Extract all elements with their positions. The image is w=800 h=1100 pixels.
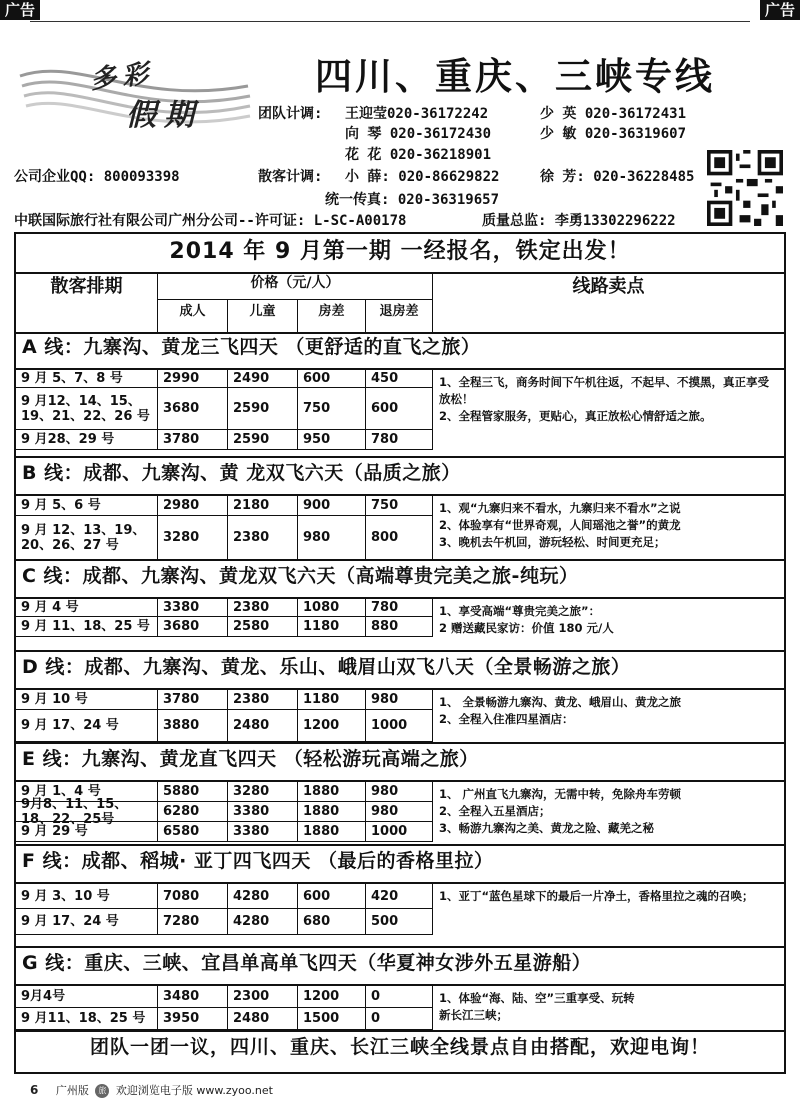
room-diff: 1880 — [298, 822, 366, 841]
date-cell: 9 月 10 号 — [16, 690, 158, 709]
route-c — [16, 559, 784, 637]
schedule-header: 散客排期 — [16, 272, 158, 332]
date-cell: 9 月 5、7、8 号 — [16, 370, 158, 387]
route-f — [16, 844, 784, 935]
page-title: 四川、重庆、三峡专线 — [315, 55, 715, 98]
selling-point: 1、体验“海、陆、空”三重享受、玩转 — [439, 991, 635, 1005]
top-divider — [30, 21, 750, 22]
logo-word-1: 多彩 — [88, 58, 156, 96]
adult-price: 3280 — [158, 516, 228, 559]
table-row — [16, 496, 432, 516]
selling-point: 1、全程三飞，商务时间下午机往返，不起早、不摸黑，真正享受放松！ — [439, 375, 769, 406]
date-cell: 9 月28、29 号 — [16, 430, 158, 449]
selling-point: 3、畅游九寨沟之美、黄龙之险、藏羌之秘 — [439, 821, 654, 835]
route-rows — [16, 599, 784, 637]
room-refund: 600 — [371, 401, 399, 416]
child-price: 3280 — [228, 782, 298, 801]
room-refund: 880 — [371, 619, 399, 634]
date-cell: 9 月 12、13、19、20、26、27 号 — [16, 516, 158, 559]
logo-word-2: 假期 — [126, 98, 202, 133]
room-refund: 980 — [371, 784, 399, 799]
team-contact-4: 少 敏 020-36319607 — [540, 126, 687, 142]
child-price: 4280 — [228, 909, 298, 934]
table-row — [16, 430, 432, 450]
page-footer — [30, 1082, 273, 1098]
qr-code-icon — [707, 150, 783, 226]
selling-point: 2、全程入五星酒店； — [439, 804, 551, 818]
room-diff: 1180 — [298, 690, 366, 709]
route-rows — [16, 986, 784, 1030]
date-cell: 9 月12、14、15、19、21、22、26 号 — [16, 388, 158, 429]
room-diff: 1200 — [298, 986, 366, 1007]
adult-price: 6280 — [158, 802, 228, 821]
route-e — [16, 742, 784, 842]
table-row — [16, 986, 432, 1008]
table-row — [16, 1008, 432, 1030]
table-row — [16, 599, 432, 617]
room-diff: 680 — [298, 909, 366, 934]
fax: 统一传真: 020-36319657 — [325, 192, 500, 208]
child-price: 2380 — [228, 516, 298, 559]
adult-price: 3380 — [158, 599, 228, 616]
adult-price: 7280 — [158, 909, 228, 934]
selling-point: 1、 全景畅游九寨沟、黄龙、峨眉山、黄龙之旅 — [439, 695, 682, 709]
selling-point: 1、亚丁“蓝色星球下的最后一片净土，香格里拉之魂的召唤； — [439, 889, 754, 903]
route-d — [16, 650, 784, 742]
selling-points — [432, 690, 784, 742]
date-cell: 9 月 1、4 号 — [16, 782, 158, 801]
selling-point: 2 赠送藏民家访：价值 180 元/人 — [439, 621, 614, 635]
child-header: 儿童 — [228, 300, 298, 332]
room-refund: 750 — [371, 498, 399, 513]
selling-points — [432, 782, 784, 842]
selling-point: 新长江三峡； — [439, 1008, 508, 1022]
logo — [18, 46, 254, 138]
room-diff: 600 — [298, 884, 366, 908]
license: 中联国际旅行社有限公司广州分公司--许可证: L-SC-A00178 — [14, 213, 407, 229]
ad-badge-right: 广告 — [760, 0, 800, 20]
adult-price: 3780 — [158, 430, 228, 449]
child-price: 2480 — [228, 710, 298, 741]
quality-director: 质量总监: 李勇13302296222 — [482, 213, 676, 229]
badge-icon: 旅 — [95, 1084, 109, 1098]
footer-line: 团队一团一议，四川、重庆、长江三峡全线景点自由搭配，欢迎电询！ — [16, 1030, 784, 1072]
date-cell: 9 月 11、18、25 号 — [16, 617, 158, 636]
team-contact-5: 花 花 020-36218901 — [345, 147, 492, 163]
adult-price: 3480 — [158, 986, 228, 1007]
selling-point: 2、全程管家服务，更贴心，真正放松心情舒适之旅。 — [439, 409, 712, 423]
date-cell: 9 月11、18、25 号 — [16, 1008, 158, 1029]
table-row — [16, 690, 432, 710]
route-rows — [16, 884, 784, 935]
route-rows — [16, 782, 784, 842]
route-title: F 线：成都、稻城· 亚丁四飞四天 （最后的香格里拉） — [16, 846, 784, 884]
room-refund-header: 退房差 — [379, 304, 419, 319]
room-refund: 780 — [371, 600, 399, 615]
adult-price: 5880 — [158, 782, 228, 801]
child-price: 3380 — [228, 802, 298, 821]
selling-point: 2、全程入住准四星酒店： — [439, 712, 574, 726]
child-price: 2180 — [228, 496, 298, 515]
table-row — [16, 884, 432, 909]
adult-price: 7080 — [158, 884, 228, 908]
adult-price: 2990 — [158, 370, 228, 387]
retail-label: 散客计调: — [258, 169, 323, 185]
room-refund: 980 — [371, 804, 399, 819]
table-row — [16, 710, 432, 742]
team-contact-2: 少 英 020-36172431 — [540, 106, 687, 122]
room-diff: 1880 — [298, 802, 366, 821]
room-refund: 420 — [371, 888, 399, 904]
price-table — [14, 232, 786, 1074]
child-price: 2300 — [228, 986, 298, 1007]
child-price: 4280 — [228, 884, 298, 908]
headline: 2014 年 9 月第一期 一经报名，铁定出发！ — [16, 234, 784, 274]
room-diff: 600 — [298, 370, 366, 387]
table-row — [16, 822, 432, 842]
route-title: D 线：成都、九寨沟、黄龙、乐山、峨眉山双飞八天（全景畅游之旅） — [16, 652, 784, 690]
route-title: B 线：成都、九寨沟、黄 龙双飞六天（品质之旅） — [16, 458, 784, 496]
selling-points — [432, 884, 784, 935]
child-price: 2380 — [228, 690, 298, 709]
child-price: 2590 — [228, 430, 298, 449]
selling-header: 线路卖点 — [432, 272, 784, 332]
team-contact-1: 王迎莹020-36172242 — [345, 106, 489, 122]
adult-price: 3780 — [158, 690, 228, 709]
route-title: G 线：重庆、三峡、宜昌单高单飞四天（华夏神女涉外五星游船） — [16, 948, 784, 986]
room-diff-header: 房差 — [298, 300, 366, 332]
edition: 广州版 — [55, 1084, 89, 1097]
date-cell: 9 月 29 号 — [16, 822, 158, 841]
table-row — [16, 909, 432, 935]
room-diff: 950 — [298, 430, 366, 449]
page-number: 6 — [30, 1083, 39, 1097]
selling-point: 1、 广州直飞九寨沟，无需中转，免除舟车劳顿 — [439, 787, 682, 801]
date-cell: 9 月 3、10 号 — [16, 884, 158, 908]
adult-price: 3880 — [158, 710, 228, 741]
adult-header: 成人 — [158, 300, 228, 332]
price-header: 价格（元/人） — [158, 272, 432, 300]
date-cell: 9 月 17、24 号 — [16, 710, 158, 741]
route-title: E 线：九寨沟、黄龙直飞四天 （轻松游玩高端之旅） — [16, 744, 784, 782]
selling-point: 1、观“九寨归来不看水，九寨归来不看水”之说 — [439, 501, 681, 515]
selling-points — [432, 496, 784, 560]
room-refund: 1000 — [371, 718, 408, 733]
room-refund: 980 — [371, 692, 399, 707]
room-refund: 800 — [371, 530, 399, 545]
room-diff: 900 — [298, 496, 366, 515]
child-price: 2380 — [228, 599, 298, 616]
route-rows — [16, 690, 784, 742]
room-refund: 500 — [371, 914, 399, 929]
column-header — [16, 272, 784, 334]
adult-price: 3680 — [158, 617, 228, 636]
company-qq: 公司企业QQ: 800093398 — [14, 169, 180, 185]
retail-contact-1: 小 薛: 020-86629822 — [345, 169, 500, 185]
selling-points — [432, 599, 784, 637]
room-refund: 780 — [371, 432, 399, 447]
selling-points — [432, 370, 784, 450]
ad-badge-left: 广告 — [0, 0, 40, 20]
date-cell: 9 月 4 号 — [16, 599, 158, 616]
team-contact-3: 向 琴 020-36172430 — [345, 126, 492, 142]
date-cell: 9月8、11、15、18、22、25号 — [16, 802, 158, 821]
table-row — [16, 617, 432, 637]
adult-price: 3950 — [158, 1008, 228, 1029]
selling-point: 1、享受高端“尊贵完美之旅”： — [439, 604, 601, 618]
route-rows — [16, 370, 784, 450]
selling-point: 3、晚机去午机回，游玩轻松、时间更充足； — [439, 535, 666, 549]
child-price: 2590 — [228, 388, 298, 429]
child-price: 2580 — [228, 617, 298, 636]
route-rows — [16, 496, 784, 560]
team-label: 团队计调: — [258, 106, 323, 122]
table-row — [16, 516, 432, 560]
room-diff: 1080 — [298, 599, 366, 616]
room-diff: 1200 — [298, 710, 366, 741]
room-refund: 0 — [371, 989, 381, 1004]
child-price: 2490 — [228, 370, 298, 387]
room-diff: 980 — [298, 516, 366, 559]
child-price: 2480 — [228, 1008, 298, 1029]
date-cell: 9 月 17、24 号 — [16, 909, 158, 934]
room-diff: 1880 — [298, 782, 366, 801]
route-title: C 线：成都、九寨沟、黄龙双飞六天（高端尊贵完美之旅-纯玩） — [16, 561, 784, 599]
retail-contact-2: 徐 芳: 020-36228485 — [540, 169, 695, 185]
route-b — [16, 456, 784, 560]
room-diff: 750 — [298, 388, 366, 429]
room-refund: 450 — [371, 371, 399, 386]
table-row — [16, 388, 432, 430]
adult-price: 2980 — [158, 496, 228, 515]
date-cell: 9 月 5、6 号 — [16, 496, 158, 515]
route-title: A 线：九寨沟、黄龙三飞四天 （更舒适的直飞之旅） — [16, 332, 784, 370]
table-row — [16, 370, 432, 388]
table-row — [16, 796, 432, 827]
child-price: 3380 — [228, 822, 298, 841]
room-diff: 1180 — [298, 617, 366, 636]
adult-price: 3680 — [158, 388, 228, 429]
room-refund: 1000 — [371, 824, 408, 839]
room-diff: 1500 — [298, 1008, 366, 1029]
selling-point: 2、体验享有“世界奇观，人间瑶池之誉”的黄龙 — [439, 518, 681, 532]
route-g — [16, 946, 784, 1030]
selling-points — [432, 986, 784, 1030]
room-refund: 0 — [371, 1011, 381, 1026]
adult-price: 6580 — [158, 822, 228, 841]
route-a — [16, 332, 784, 450]
date-cell: 9月4号 — [16, 986, 158, 1007]
website: 欢迎浏览电子版 www.zyoo.net — [115, 1084, 273, 1097]
